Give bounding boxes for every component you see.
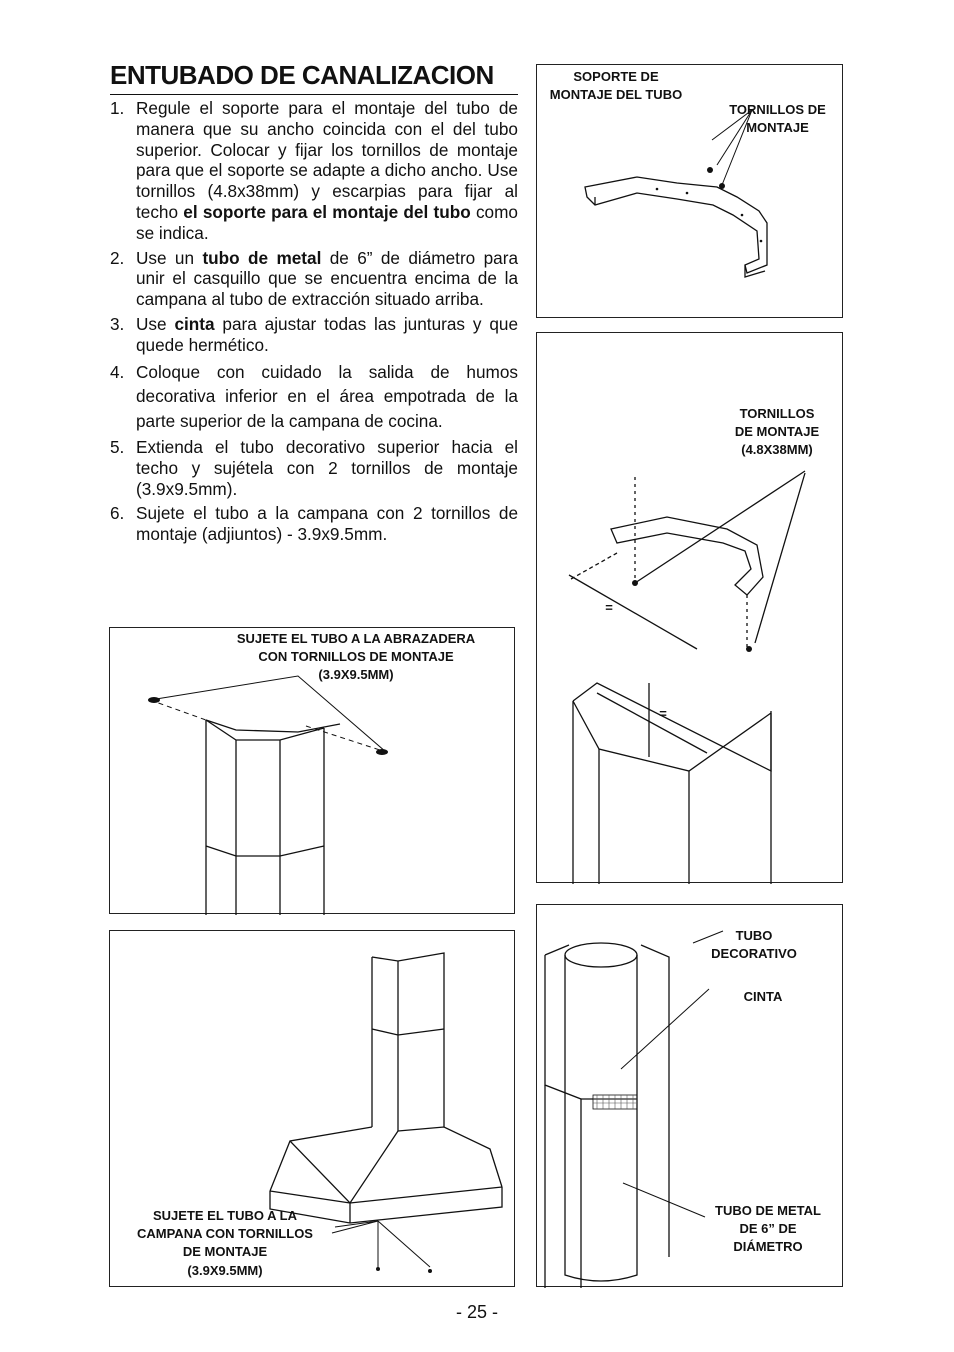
instruction-step (110, 248, 518, 310)
step-number: 5. (110, 437, 125, 458)
instruction-list (110, 98, 518, 549)
bracket-drawing (537, 65, 844, 319)
label-clamp-screws: SUJETE EL TUBO A LA ABRAZADERA CON TORNILLOS DE MONTAJE (3.9X9.5MM) (236, 631, 476, 682)
step-text: como se indica. (136, 201, 518, 243)
step-text: Use (136, 313, 175, 334)
duct-drawing (537, 905, 844, 1288)
figure-ceiling-mount (536, 332, 843, 883)
instruction-step (110, 98, 518, 244)
step-emphasis: el soporte para el montaje del tubo (183, 201, 471, 222)
label-metal-pipe: TUBO DE METAL DE 6” DE DIÁMETRO (715, 1203, 821, 1254)
instruction-step (110, 314, 518, 356)
figure-clamp (109, 627, 515, 914)
equal-sign-1: = (605, 600, 613, 615)
figure-duct (536, 904, 843, 1287)
step-number: 6. (110, 503, 125, 524)
equal-sign-2: = (659, 706, 667, 721)
label-hood-screw-size: (3.9X9.5MM) (187, 1263, 263, 1278)
page-title: ENTUBADO DE CANALIZACION (110, 60, 518, 95)
step-number: 1. (110, 98, 125, 118)
label-tape: CINTA (743, 989, 783, 1004)
ceiling-drawing (537, 333, 844, 884)
label-mounting-screws: TORNILLOS DE MONTAJE (729, 102, 826, 135)
label-pipe-support: SOPORTE DE MONTAJE DEL TUBO (549, 69, 683, 102)
step-text: Coloque con cuidado la salida de humos decorativa inferior en el área empotrada de la parte superior de la campana de cocina. (136, 361, 518, 431)
instruction-step (110, 360, 518, 434)
figure-bracket (536, 64, 843, 318)
page-number: - 25 - (455, 1302, 498, 1322)
step-text: Extienda el tubo decorativo superior hacia el techo y sujétela con 2 tornillos de montaje (3.9x9.5mm). (136, 437, 518, 499)
clamp-drawing (110, 628, 516, 915)
step-number: 3. (110, 313, 125, 334)
label-hood-screws: SUJETE EL TUBO A LA CAMPANA CON TORNILLOS DE MONTAJE (137, 1208, 313, 1259)
step-number: 4. (110, 361, 125, 382)
figure-hood (109, 930, 515, 1287)
step-text: Use un (136, 247, 203, 268)
step-emphasis: tubo de metal (202, 247, 322, 268)
label-decorative-pipe: TUBO DECORATIVO (711, 928, 797, 961)
step-number: 2. (110, 247, 125, 268)
step-text: para ajustar todas las junturas y que quede hermético. (136, 313, 518, 355)
step-text: de 6” de diámetro para unir el casquillo que se encuentra encima de la campana al tubo de extracción situado arriba. (136, 247, 519, 310)
step-emphasis: cinta (174, 313, 215, 334)
instruction-step (110, 437, 518, 499)
step-text: Sujete el tubo a la campana con 2 tornillos de montaje (adjiuntos) - 3.9x9.5mm. (136, 503, 518, 545)
label-screws-4-8: TORNILLOS DE MONTAJE (4.8X38MM) (734, 406, 820, 457)
instruction-step (110, 503, 518, 545)
step-text: Regule el soporte para el montaje del tubo de manera que su ancho coincida con el del tubo superior. Colocar y fijar los tornillos de montaje para que el soporte se adapte a dicho ancho. Use tornillos (4.8x38mm) y escarpias para fijar al techo (136, 98, 518, 222)
